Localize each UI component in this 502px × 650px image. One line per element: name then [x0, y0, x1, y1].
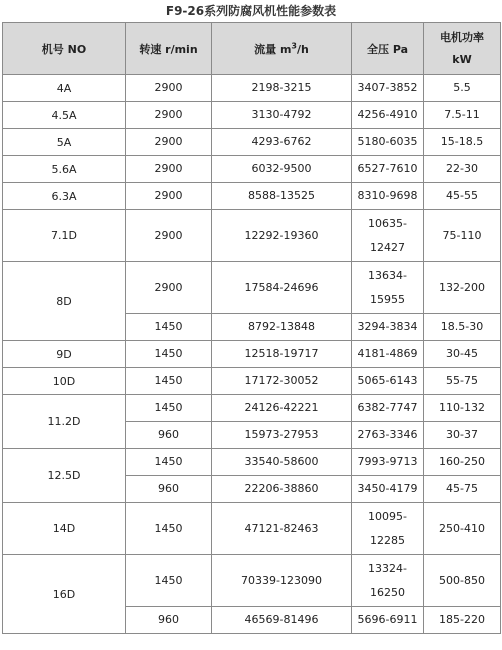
speed-cell-text: 1450 — [154, 347, 183, 360]
speed-cell — [126, 503, 212, 555]
speed-cell — [126, 314, 212, 341]
model-cell: 10D — [3, 368, 126, 395]
speed-cell — [126, 341, 212, 368]
pressure-cell — [352, 449, 424, 476]
speed-cell — [126, 607, 212, 634]
speed-cell — [126, 368, 212, 395]
pressure-cell — [352, 368, 424, 395]
header-flow — [212, 23, 352, 75]
speed-cell-text: 2900 — [154, 280, 183, 294]
speed-cell-text: 1450 — [154, 401, 183, 414]
flow-cell — [212, 314, 352, 341]
model-cell: 4.5A — [3, 102, 126, 129]
model-cell: 4A — [3, 75, 126, 102]
speed-cell-text: 1450 — [154, 374, 183, 387]
power-cell — [424, 314, 501, 341]
table-row — [3, 262, 501, 314]
power-cell-text: 22-30 — [446, 162, 478, 175]
power-cell — [424, 75, 501, 102]
pressure-cell — [352, 476, 424, 503]
flow-cell-text: 12292-19360 — [244, 228, 319, 242]
power-cell — [424, 102, 501, 129]
flow-cell — [212, 183, 352, 210]
flow-cell-text: 70339-123090 — [241, 573, 322, 587]
power-cell — [424, 503, 501, 555]
pressure-cell-text: 6382-7747 — [357, 401, 418, 414]
table-body — [3, 75, 501, 634]
pressure-cell-text: 5696-6911 — [357, 613, 418, 626]
model-cell: 5A — [3, 129, 126, 156]
model-cell: 7.1D — [3, 210, 126, 262]
flow-cell — [212, 607, 352, 634]
speed-cell-text: 960 — [158, 613, 179, 626]
pressure-cell — [352, 75, 424, 102]
flow-cell — [212, 503, 352, 555]
model-cell: 16D — [3, 555, 126, 634]
speed-cell — [126, 156, 212, 183]
header-flow-superscript: 3 — [291, 40, 297, 50]
power-cell-text: 15-18.5 — [440, 135, 484, 148]
model-cell: 5.6A — [3, 156, 126, 183]
speed-cell — [126, 262, 212, 314]
power-cell-text: 18.5-30 — [440, 320, 484, 333]
pressure-cell-text: 5180-6035 — [357, 135, 418, 148]
pressure-cell-text: 5065-6143 — [357, 374, 418, 387]
flow-cell-text: 12518-19717 — [244, 347, 319, 360]
table-title: F9-26系列防腐风机性能参数表 — [165, 4, 337, 18]
header-flow-label: 流量 m — [254, 42, 292, 56]
speed-cell-text: 1450 — [154, 521, 183, 535]
pressure-cell — [352, 607, 424, 634]
power-cell-text: 185-220 — [439, 613, 485, 626]
table-row — [3, 368, 501, 395]
model-cell: 9D — [3, 341, 126, 368]
flow-cell-text: 2198-3215 — [251, 81, 312, 94]
pressure-cell-text: 3294-3834 — [357, 320, 418, 333]
power-cell-text: 45-55 — [446, 189, 478, 202]
flow-cell-text: 47121-82463 — [244, 521, 319, 535]
speed-cell — [126, 395, 212, 422]
table-row — [3, 503, 501, 555]
model-cell: 8D — [3, 262, 126, 341]
pressure-cell — [352, 555, 424, 607]
pressure-cell — [352, 341, 424, 368]
power-cell — [424, 156, 501, 183]
pressure-cell-text: 2763-3346 — [357, 428, 418, 441]
power-cell-text: 250-410 — [439, 521, 485, 535]
model-cell: 14D — [3, 503, 126, 555]
header-power-line2: kW — [452, 52, 472, 66]
power-cell-text: 55-75 — [446, 374, 478, 387]
speed-cell — [126, 129, 212, 156]
speed-cell-text: 960 — [158, 482, 179, 495]
flow-cell-text: 17172-30052 — [244, 374, 319, 387]
table-row — [3, 129, 501, 156]
flow-cell-text: 33540-58600 — [244, 455, 319, 468]
power-cell-text: 30-45 — [446, 347, 478, 360]
pressure-cell-text: 13634- 15955 — [368, 268, 407, 306]
speed-cell — [126, 210, 212, 262]
pressure-cell — [352, 422, 424, 449]
speed-cell — [126, 449, 212, 476]
power-cell — [424, 262, 501, 314]
power-cell — [424, 210, 501, 262]
table-row — [3, 210, 501, 262]
header-speed: 转速 r/min — [126, 23, 212, 75]
flow-cell-text: 4293-6762 — [251, 135, 312, 148]
power-cell-text: 30-37 — [446, 428, 478, 441]
speed-cell — [126, 183, 212, 210]
flow-cell — [212, 210, 352, 262]
flow-cell — [212, 449, 352, 476]
flow-cell-text: 3130-4792 — [251, 108, 312, 121]
speed-cell-text: 1450 — [154, 573, 183, 587]
header-pressure: 全压 Pa — [352, 23, 424, 75]
pressure-cell-text: 6527-7610 — [357, 162, 418, 175]
power-cell — [424, 555, 501, 607]
pressure-cell-text: 10635- 12427 — [368, 216, 407, 254]
power-cell-text: 110-132 — [439, 401, 485, 414]
speed-cell — [126, 555, 212, 607]
power-cell — [424, 476, 501, 503]
table-row — [3, 341, 501, 368]
power-cell-text: 132-200 — [439, 280, 485, 294]
power-cell — [424, 183, 501, 210]
pressure-cell-text: 10095- 12285 — [368, 509, 407, 547]
pressure-cell — [352, 156, 424, 183]
pressure-cell-text: 3450-4179 — [357, 482, 418, 495]
power-cell — [424, 449, 501, 476]
power-cell-text: 160-250 — [439, 455, 485, 468]
speed-cell-text: 2900 — [154, 189, 183, 202]
pressure-cell — [352, 395, 424, 422]
header-power-line1: 电机功率 — [440, 30, 484, 44]
table-row — [3, 102, 501, 129]
power-cell — [424, 129, 501, 156]
header-power — [424, 23, 501, 75]
speed-cell-text: 2900 — [154, 162, 183, 175]
table-row — [3, 75, 501, 102]
speed-cell-text: 2900 — [154, 81, 183, 94]
speed-cell-text: 1450 — [154, 455, 183, 468]
speed-cell-text: 2900 — [154, 135, 183, 148]
table-row — [3, 395, 501, 422]
flow-cell — [212, 102, 352, 129]
flow-cell — [212, 156, 352, 183]
flow-cell — [212, 422, 352, 449]
pressure-cell — [352, 102, 424, 129]
flow-cell-text: 15973-27953 — [244, 428, 319, 441]
header-flow-tail: /h — [297, 42, 309, 56]
table-row — [3, 183, 501, 210]
power-cell-text: 45-75 — [446, 482, 478, 495]
speed-cell-text: 2900 — [154, 108, 183, 121]
power-cell — [424, 341, 501, 368]
flow-cell-text: 8792-13848 — [248, 320, 315, 333]
pressure-cell — [352, 503, 424, 555]
flow-cell — [212, 368, 352, 395]
speed-cell-text: 1450 — [154, 320, 183, 333]
speed-cell-text: 2900 — [154, 228, 183, 242]
speed-cell — [126, 102, 212, 129]
pressure-cell-text: 4256-4910 — [357, 108, 418, 121]
pressure-cell-text: 13324- 16250 — [368, 561, 407, 599]
flow-cell-text: 6032-9500 — [251, 162, 312, 175]
model-cell: 12.5D — [3, 449, 126, 503]
pressure-cell — [352, 314, 424, 341]
power-cell — [424, 422, 501, 449]
power-cell-text: 500-850 — [439, 573, 485, 587]
pressure-cell-text: 8310-9698 — [357, 189, 418, 202]
flow-cell-text: 24126-42221 — [244, 401, 319, 414]
model-cell: 11.2D — [3, 395, 126, 449]
flow-cell-text: 8588-13525 — [248, 189, 315, 202]
speed-cell — [126, 422, 212, 449]
flow-cell — [212, 555, 352, 607]
power-cell — [424, 368, 501, 395]
pressure-cell-text: 3407-3852 — [357, 81, 418, 94]
table-row — [3, 555, 501, 607]
power-cell-text: 7.5-11 — [444, 108, 480, 121]
header-row — [3, 23, 501, 75]
flow-cell — [212, 262, 352, 314]
table-row — [3, 156, 501, 183]
flow-cell — [212, 75, 352, 102]
speed-cell — [126, 75, 212, 102]
flow-cell-text: 46569-81496 — [244, 613, 319, 626]
pressure-cell — [352, 210, 424, 262]
flow-cell — [212, 341, 352, 368]
power-cell — [424, 395, 501, 422]
flow-cell — [212, 129, 352, 156]
pressure-cell — [352, 262, 424, 314]
header-model: 机号 NO — [3, 23, 126, 75]
table-row — [3, 449, 501, 476]
flow-cell-text: 22206-38860 — [244, 482, 319, 495]
pressure-cell — [352, 129, 424, 156]
flow-cell — [212, 395, 352, 422]
speed-cell-text: 960 — [158, 428, 179, 441]
pressure-cell — [352, 183, 424, 210]
power-cell — [424, 607, 501, 634]
flow-cell-text: 17584-24696 — [244, 280, 319, 294]
pressure-cell-text: 7993-9713 — [357, 455, 418, 468]
power-cell-text: 75-110 — [442, 228, 482, 242]
speed-cell — [126, 476, 212, 503]
flow-cell — [212, 476, 352, 503]
pressure-cell-text: 4181-4869 — [357, 347, 418, 360]
power-cell-text: 5.5 — [453, 81, 471, 94]
model-cell: 6.3A — [3, 183, 126, 210]
fan-performance-table — [2, 22, 501, 634]
